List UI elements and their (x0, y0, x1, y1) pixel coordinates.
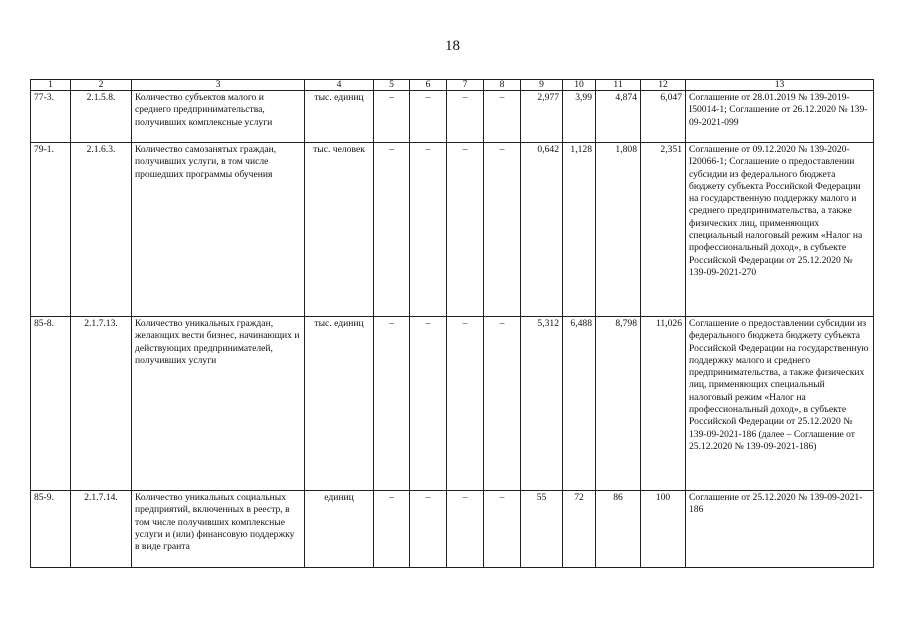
value-col-11: 4,874 (596, 91, 641, 143)
value-col-9: 55 (521, 491, 563, 568)
value-col-5: – (374, 317, 410, 491)
value-col-8: – (484, 143, 521, 317)
source-note: Соглашение от 25.12.2020 № 139-09-2021-186 (686, 491, 874, 568)
table-row (31, 143, 874, 317)
col-header-11: 11 (596, 80, 641, 91)
value-col-10: 72 (563, 491, 596, 568)
indicator-code: 2.1.6.3. (71, 143, 132, 317)
unit-of-measure: тыс. человек (305, 143, 374, 317)
source-note: Соглашение от 28.01.2019 № 139-2019-I50014-1; Соглашение от 26.12.2020 № 139-09-2021-099 (686, 91, 874, 143)
value-col-7: – (447, 91, 484, 143)
value-col-10: 3,99 (563, 91, 596, 143)
value-col-11: 8,798 (596, 317, 641, 491)
indicator-name: Количество субъектов малого и среднего предпринимательства, получивших комплексные услуги (132, 91, 305, 143)
value-col-7: – (447, 491, 484, 568)
value-col-8: – (484, 491, 521, 568)
table-row (31, 91, 874, 143)
value-col-10: 6,488 (563, 317, 596, 491)
value-col-6: – (410, 143, 447, 317)
value-col-7: – (447, 317, 484, 491)
row-number: 85-9. (31, 491, 71, 568)
unit-of-measure: тыс. единиц (305, 91, 374, 143)
value-col-8: – (484, 91, 521, 143)
table-row (31, 317, 874, 491)
col-header-12: 12 (641, 80, 686, 91)
indicators-table (30, 79, 874, 568)
indicator-name: Количество уникальных социальных предприятий, включенных в реестр, в том числе получивших комплексные услуги и (или) финансовую поддержку в виде гранта (132, 491, 305, 568)
indicator-name: Количество самозанятых граждан, получивших услуги, в том числе прошедших программы обучения (132, 143, 305, 317)
table-row (31, 491, 874, 568)
col-header-10: 10 (563, 80, 596, 91)
value-col-12: 6,047 (641, 91, 686, 143)
indicator-name: Количество уникальных граждан, желающих вести бизнес, начинающих и действующих предпринимателей, получивших услуги (132, 317, 305, 491)
value-col-5: – (374, 491, 410, 568)
value-col-8: – (484, 317, 521, 491)
value-col-6: – (410, 491, 447, 568)
indicator-code: 2.1.7.13. (71, 317, 132, 491)
value-col-9: 5,312 (521, 317, 563, 491)
unit-of-measure: тыс. единиц (305, 317, 374, 491)
col-header-3: 3 (132, 80, 305, 91)
value-col-9: 0,642 (521, 143, 563, 317)
source-note: Соглашение о предоставлении субсидии из федерального бюджета бюджету субъекта Российской Федерации на государственную поддержку малого и среднего предпринимательства, а также физических лиц, применяющих специальный налоговый режим «Налог на профессиональный доход», в субъекте Российской Федерации от 25.12.2020 № 139-09-2021-186 (далее – Соглашение от 25.12.2020 № 139-09-2021-186) (686, 317, 874, 491)
value-col-7: – (447, 143, 484, 317)
value-col-11: 1,808 (596, 143, 641, 317)
value-col-12: 100 (641, 491, 686, 568)
value-col-11: 86 (596, 491, 641, 568)
col-header-7: 7 (447, 80, 484, 91)
row-number: 85-8. (31, 317, 71, 491)
value-col-5: – (374, 91, 410, 143)
col-header-2: 2 (71, 80, 132, 91)
col-header-6: 6 (410, 80, 447, 91)
value-col-5: – (374, 143, 410, 317)
col-header-4: 4 (305, 80, 374, 91)
value-col-10: 1,128 (563, 143, 596, 317)
source-note: Соглашение от 09.12.2020 № 139-2020-I20066-1; Соглашение о предоставлении субсидии из федерального бюджета бюджету субъекта Российской Федерации на государственную поддержку малого и среднего предпринимательства, а также физических лиц, применяющих специальный налоговый режим «Налог на профессиональный доход», в субъекте Российской Федерации от 25.12.2020 № 139-09-2021-270 (686, 143, 874, 317)
value-col-6: – (410, 91, 447, 143)
indicator-code: 2.1.7.14. (71, 491, 132, 568)
col-header-8: 8 (484, 80, 521, 91)
value-col-9: 2,977 (521, 91, 563, 143)
value-col-6: – (410, 317, 447, 491)
value-col-12: 2,351 (641, 143, 686, 317)
col-header-1: 1 (31, 80, 71, 91)
col-header-5: 5 (374, 80, 410, 91)
row-number: 79-1. (31, 143, 71, 317)
col-header-9: 9 (521, 80, 563, 91)
row-number: 77-3. (31, 91, 71, 143)
page-number: 18 (445, 38, 460, 54)
indicator-code: 2.1.5.8. (71, 91, 132, 143)
header-row (31, 80, 874, 91)
unit-of-measure: единиц (305, 491, 374, 568)
value-col-12: 11,026 (641, 317, 686, 491)
col-header-13: 13 (686, 80, 874, 91)
